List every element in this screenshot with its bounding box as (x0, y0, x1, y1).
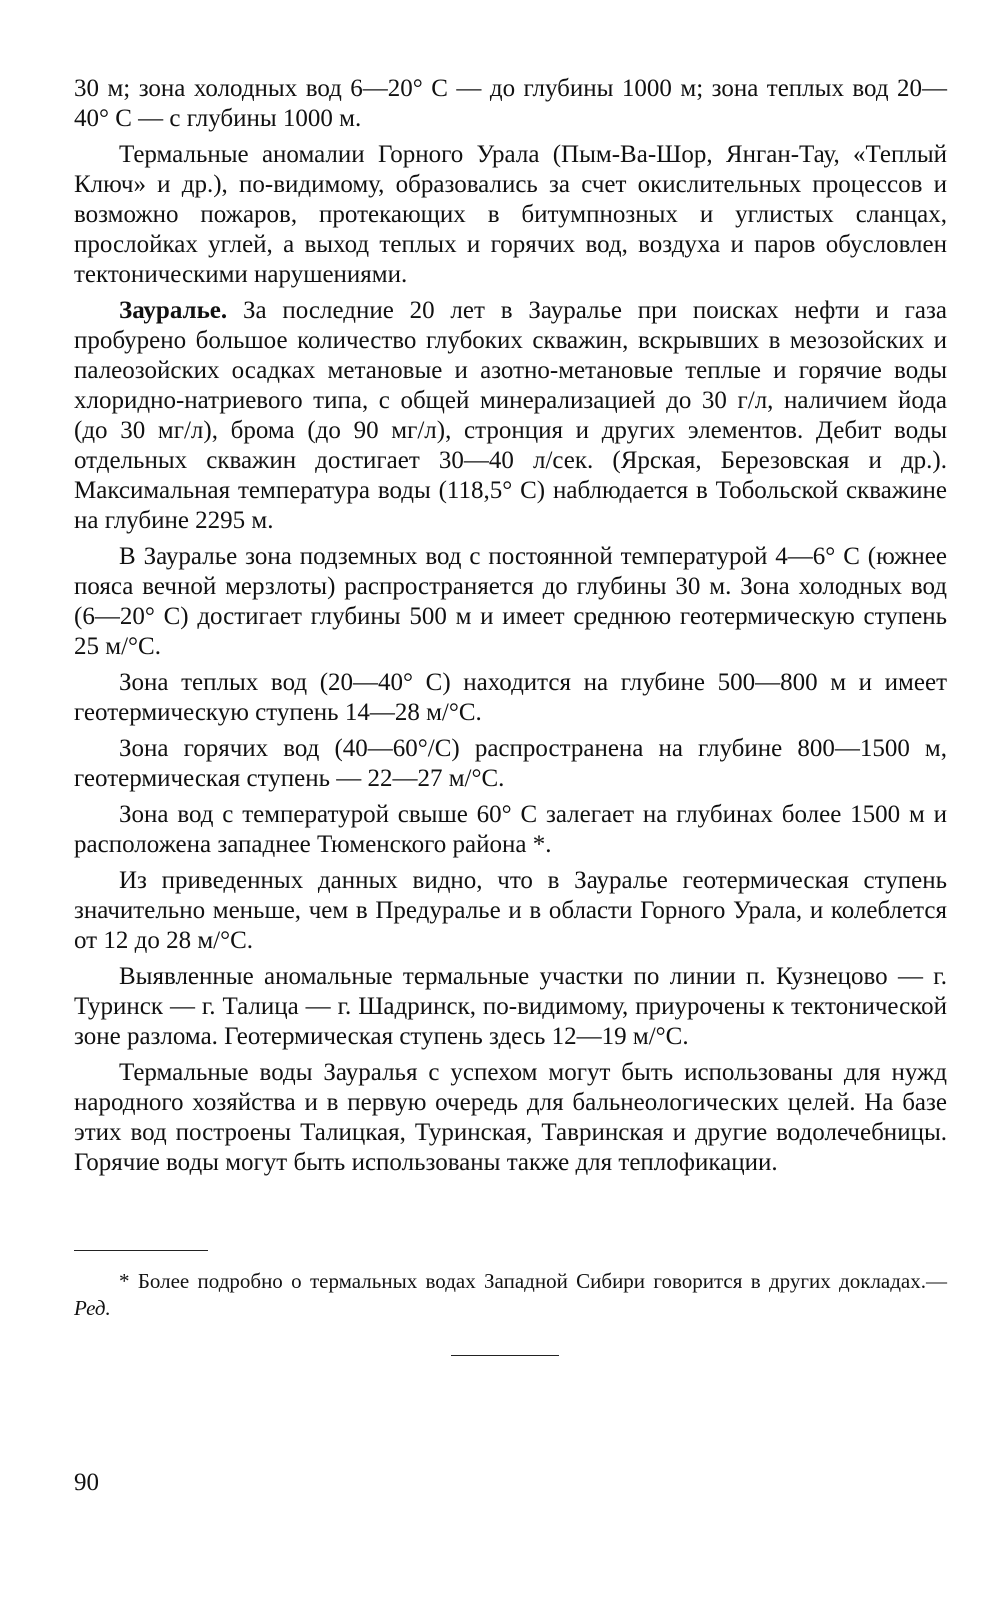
paragraph-10 (74, 1058, 947, 1178)
paragraph-6-text: Зона горячих вод (40—60°/С) распространена на глубине 800—1500 м, геотермическая ступень — 22—27 м/°С. (74, 735, 947, 792)
paragraph-5-text: Зона теплых вод (20—40° С) находится на глубине 500—800 м и имеет геотермическую ступень 14—28 м/°С. (74, 669, 947, 726)
paragraph-9 (74, 962, 947, 1052)
footnote-text: * Более подробно о термальных водах Западной Сибири говорится в других докладах.— (119, 1269, 947, 1293)
footnote (74, 1268, 947, 1322)
paragraph-2-text: Термальные аномалии Горного Урала (Пым-Ва-Шор, Янган-Тау, «Теплый Ключ» и др.), по-видимому, образовались за счет окислительных процессов и возможно пожаров, протекающих в битумпнозных и углистых сланцах, прослойках углей, а выход теплых и горячих вод, воздуха и паров обусловлен тектоническими нарушениями. (74, 141, 947, 288)
page-number: 90 (74, 1469, 99, 1496)
paragraph-7-text: Зона вод с температурой свыше 60° С залегает на глубинах более 1500 м и расположена западнее Тюменского района *. (74, 801, 947, 858)
end-divider (451, 1355, 559, 1356)
paragraph-2 (74, 140, 947, 290)
paragraph-3-trans-urals (74, 296, 947, 536)
paragraph-1 (74, 74, 947, 134)
paragraph-5 (74, 668, 947, 728)
paragraph-4 (74, 542, 947, 662)
page-body (74, 74, 947, 1184)
paragraph-9-text: Выявленные аномальные термальные участки по линии п. Кузнецово — г. Туринск — г. Талица — г. Шадринск, по-видимому, приурочены к тектонической зоне разлома. Геотермическая ступень здесь 12—19 м/°С. (74, 963, 947, 1050)
paragraph-1-text: 30 м; зона холодных вод 6—20° С — до глубины 1000 м; зона теплых вод 20—40° С — с глубины 1000 м. (74, 75, 947, 132)
paragraph-8-text: Из приведенных данных видно, что в Зауралье геотермическая ступень значительно меньше, чем в Предуралье и в области Горного Урала, и колеблется от 12 до 28 м/°С. (74, 867, 947, 954)
footnote-signature: Ред. (74, 1296, 111, 1320)
section-heading-trans-urals: Зауралье. (119, 297, 228, 324)
paragraph-7 (74, 800, 947, 860)
paragraph-6 (74, 734, 947, 794)
paragraph-10-text: Термальные воды Зауралья с успехом могут быть использованы для нужд народного хозяйства и в первую очередь для бальнеологических целей. На базе этих вод построены Талицкая, Туринская, Тавринская и другие водолечебницы. Горячие воды могут быть использованы также для теплофикации. (74, 1059, 947, 1176)
footnote-divider (74, 1250, 208, 1251)
paragraph-4-text: В Зауралье зона подземных вод с постоянной температурой 4—6° С (южнее пояса вечной мерзлоты) распространяется до глубины 30 м. Зона холодных вод (6—20° С) достигает глубины 500 м и имеет среднюю геотермическую ступень 25 м/°С. (74, 543, 947, 660)
paragraph-8 (74, 866, 947, 956)
paragraph-3-text: За последние 20 лет в Зауралье при поисках нефти и газа пробурено большое количество глубоких скважин, вскрывших в мезозойских и палеозойских осадках метановые и азотно-метановые теплые и горячие воды хлоридно-натриевого типа, с общей минерализацией до 30 г/л, наличием йода (до 30 мг/л), брома (до 90 мг/л), стронция и других элементов. Дебит воды отдельных скважин достигает 30—40 л/сек. (Ярская, Березовская и др.). Максимальная температура воды (118,5° С) наблюдается в Тобольской скважине на глубине 2295 м. (74, 297, 947, 534)
